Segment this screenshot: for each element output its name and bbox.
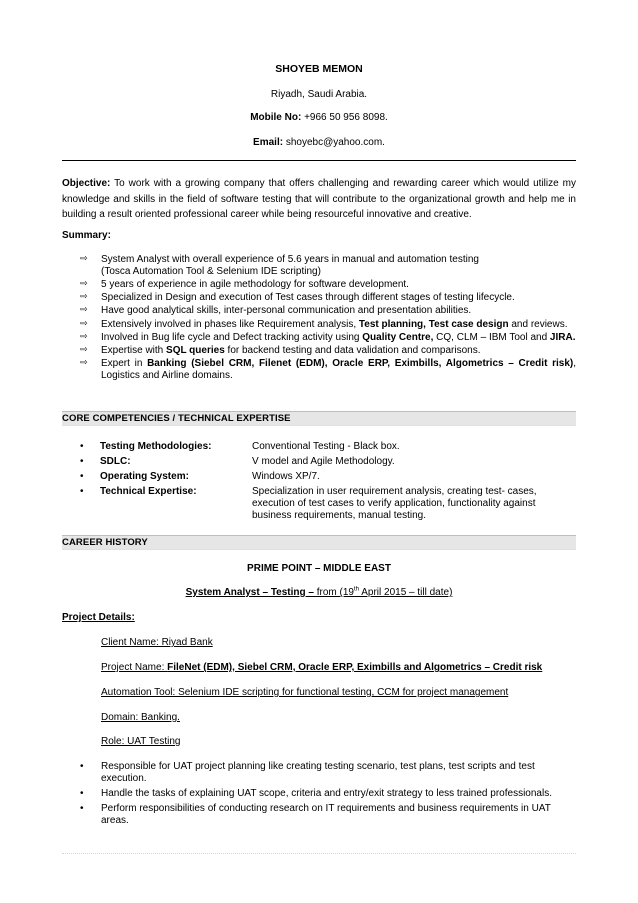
competency-label: Technical Expertise: (100, 486, 197, 497)
job-role: System Analyst – Testing – (185, 587, 314, 598)
bullet-icon: • (80, 441, 84, 452)
mobile-label: Mobile No: (250, 112, 302, 123)
summary-item: ⇨ Expert in Banking (Siebel CRM, Filenet (EDM), Oracle ERP, Eximbills, Algometrics – Credit risk), Logistics and Airline domains. (80, 358, 576, 381)
company-name: PRIME POINT – MIDDLE EAST (247, 563, 391, 574)
candidate-name: SHOYEB MEMON (275, 63, 363, 75)
competency-item (80, 486, 576, 526)
project-name (101, 662, 542, 674)
summary-list (80, 254, 576, 383)
core-competencies-section-bar (62, 411, 576, 426)
competency-label: Operating System: (100, 471, 189, 482)
objective-paragraph (62, 176, 576, 223)
arrow-bullet-icon: ⇨ (80, 344, 88, 355)
responsibility-item: • Responsible for UAT project planning like creating testing scenario, test plans, test scripts and test execution. (80, 761, 535, 784)
mobile-value: +966 50 956 8098. (301, 112, 388, 123)
project-details-heading: Project Details: (62, 612, 135, 623)
arrow-bullet-icon: ⇨ (80, 331, 88, 342)
date-ordinal: th (354, 586, 360, 593)
objective-label: Objective: (62, 178, 111, 189)
arrow-bullet-icon: ⇨ (80, 305, 88, 316)
bullet-icon: • (80, 788, 84, 799)
responsibility-item: • Perform responsibilities of conducting research on IT requirements and business requirements in UAT areas. (80, 803, 551, 826)
responsibilities-list (80, 761, 576, 830)
bullet-icon: • (80, 486, 84, 497)
arrow-bullet-icon: ⇨ (80, 292, 88, 303)
bullet-icon: • (80, 456, 84, 467)
core-competencies-heading: CORE COMPETENCIES / TECHNICAL EXPERTISE (62, 413, 291, 424)
summary-item: ⇨ Extensively involved in phases like Requirement analysis, Test planning, Test case design and reviews. (80, 318, 568, 330)
arrow-bullet-icon: ⇨ (80, 358, 88, 369)
summary-item: ⇨ Specialized in Design and execution of Test cases through different stages of testing lifecycle. (80, 292, 515, 304)
competency-value: Conventional Testing - Black box. (252, 441, 400, 452)
bullet-icon: • (80, 761, 84, 772)
competency-label: Testing Methodologies: (100, 441, 212, 452)
competency-value: Windows XP/7. (252, 471, 320, 482)
responsibility-item: • Handle the tasks of explaining UAT scope, criteria and entry/exit strategy to less trained professionals. (80, 788, 552, 799)
role-date-line (62, 587, 576, 599)
career-history-section-bar (62, 535, 576, 550)
competency-item (80, 471, 576, 486)
email-line (62, 137, 576, 149)
header-divider (62, 160, 576, 161)
arrow-bullet-icon: ⇨ (80, 318, 88, 329)
mobile-line (62, 112, 576, 124)
project-name-label: Project Name: (101, 662, 168, 673)
competencies-list (80, 441, 576, 526)
email-label: Email: (253, 137, 284, 148)
client-name: Client Name: Riyad Bank (101, 637, 213, 648)
arrow-bullet-icon: ⇨ (80, 254, 88, 264)
project-name-value: FileNet (EDM), Siebel CRM, Oracle ERP, Eximbills and Algometrics – Credit risk (167, 662, 543, 673)
competency-value: Specialization in user requirement analysis, creating test- cases, execution of test cases to verify application, functionality against business requirements, manual testing. (252, 486, 537, 521)
role: Role: UAT Testing (101, 736, 181, 747)
competency-value: V model and Agile Methodology. (252, 456, 395, 467)
summary-item: ⇨ System Analyst with overall experience of 5.6 years in manual and automation testing (Tosca Automation Tool & Selenium IDE scripting) (80, 254, 479, 277)
summary-item: ⇨ Expertise with SQL queries for backend testing and data validation and comparisons. (80, 344, 481, 356)
domain: Domain: Banking. (101, 712, 180, 723)
competency-item (80, 456, 576, 471)
automation-tool: Automation Tool: Selenium IDE scripting for functional testing, CCM for project management (101, 687, 509, 698)
date-end: April 2015 – till date) (359, 587, 453, 598)
arrow-bullet-icon: ⇨ (80, 278, 88, 289)
summary-item: ⇨ Involved in Bug life cycle and Defect tracking activity using Quality Centre, CQ, CLM – IBM Tool and JIRA. (80, 331, 576, 343)
summary-item: ⇨ Have good analytical skills, inter-personal communication and presentation abilities. (80, 305, 472, 317)
footer-divider (62, 853, 576, 854)
summary-heading: Summary: (62, 230, 111, 241)
summary-item: ⇨ 5 years of experience in agile methodology for software development. (80, 278, 409, 290)
candidate-location: Riyadh, Saudi Arabia. (270, 89, 368, 100)
objective-text: To work with a growing company that offers challenging and rewarding career which would utilize my knowledge and skills in the field of software testing that will contribute to the organizational growth and help me in building a result oriented professional career while being resourceful innovative and creative. (62, 178, 576, 220)
bullet-icon: • (80, 803, 84, 814)
bullet-icon: • (80, 471, 84, 482)
competency-label: SDLC: (100, 456, 131, 467)
competency-item (80, 441, 576, 456)
email-value: shoyebc@yahoo.com. (283, 137, 385, 148)
date-start: from (19 (313, 587, 354, 598)
career-history-heading: CAREER HISTORY (62, 537, 148, 548)
